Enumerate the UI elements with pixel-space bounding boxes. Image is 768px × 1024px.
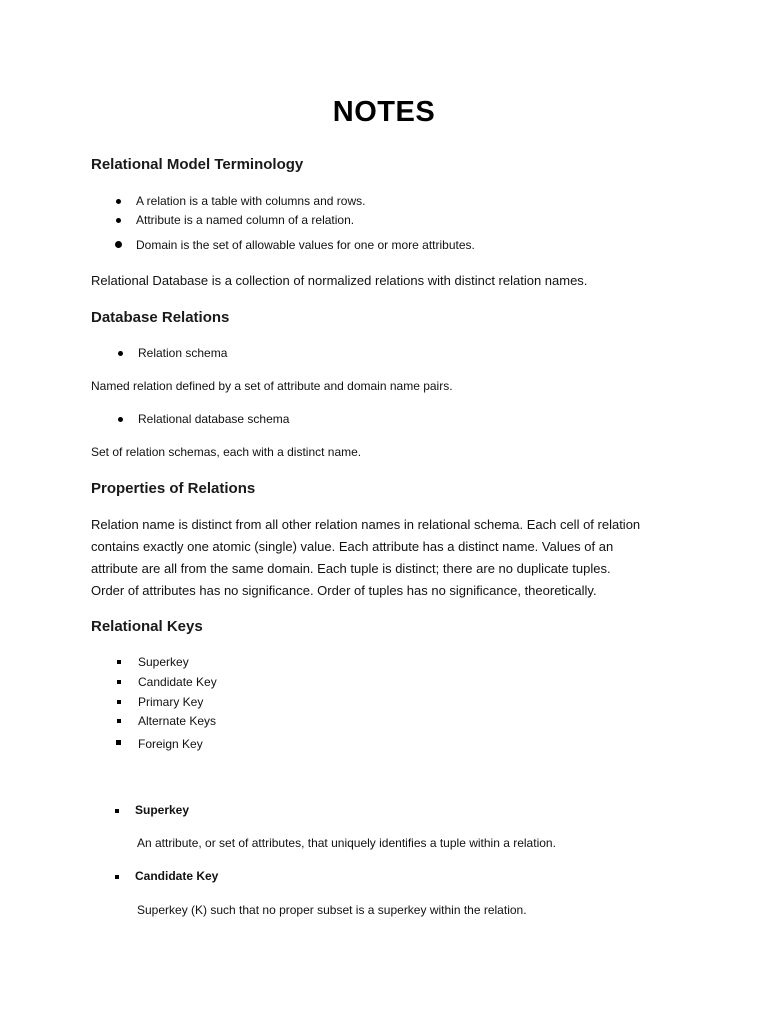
relation-schema-definition: Named relation defined by a set of attribute and domain name pairs.	[91, 379, 453, 393]
bullet-dot-icon	[116, 218, 121, 223]
list-item: Superkey	[138, 655, 189, 669]
list-item: Primary Key	[138, 695, 204, 709]
database-schema-definition: Set of relation schemas, each with a distinct name.	[91, 445, 362, 459]
bullet-dot-icon	[118, 417, 123, 422]
list-item: Candidate Key	[138, 675, 217, 689]
paragraph-line: Order of attributes has no significance. Order of tuples has no significance, theoretically.	[91, 583, 597, 598]
bullet-dot-icon	[118, 351, 123, 356]
definition-text-superkey: An attribute, or set of attributes, that uniquely identifies a tuple within a relation.	[137, 836, 556, 850]
definition-term-candidate-key: Candidate Key	[135, 869, 219, 883]
bullet-dot-icon	[115, 241, 122, 248]
heading-properties: Properties of Relations	[91, 480, 256, 497]
page-title: NOTES	[332, 96, 436, 128]
bullet-square-icon	[115, 875, 119, 879]
list-item: Domain is the set of allowable values for one or more attributes.	[136, 238, 475, 252]
heading-relational-keys: Relational Keys	[91, 618, 203, 635]
list-item: A relation is a table with columns and rows.	[136, 194, 366, 208]
definition-text-candidate-key: Superkey (K) such that no proper subset is a superkey within the relation.	[137, 903, 527, 917]
list-item: Attribute is a named column of a relation.	[136, 213, 355, 227]
list-item: Relation schema	[138, 346, 228, 360]
bullet-square-icon	[117, 719, 121, 723]
terminology-paragraph: Relational Database is a collection of normalized relations with distinct relation names.	[91, 273, 588, 288]
list-item: Relational database schema	[138, 412, 290, 426]
paragraph-line: attribute are all from the same domain. Each tuple is distinct; there are no duplicate tuples.	[91, 561, 611, 576]
paragraph-line: contains exactly one atomic (single) value. Each attribute has a distinct name. Values of an	[91, 539, 614, 554]
list-item: Foreign Key	[138, 737, 203, 751]
heading-terminology: Relational Model Terminology	[91, 156, 304, 173]
bullet-square-icon	[116, 740, 121, 745]
bullet-square-icon	[117, 660, 121, 664]
definition-term-superkey: Superkey	[135, 803, 190, 817]
bullet-square-icon	[117, 680, 121, 684]
bullet-square-icon	[115, 809, 119, 813]
bullet-dot-icon	[116, 199, 121, 204]
heading-database-relations: Database Relations	[91, 309, 230, 326]
list-item: Alternate Keys	[138, 714, 217, 728]
paragraph-line: Relation name is distinct from all other relation names in relational schema. Each cell of relation	[91, 517, 641, 532]
bullet-square-icon	[117, 700, 121, 704]
